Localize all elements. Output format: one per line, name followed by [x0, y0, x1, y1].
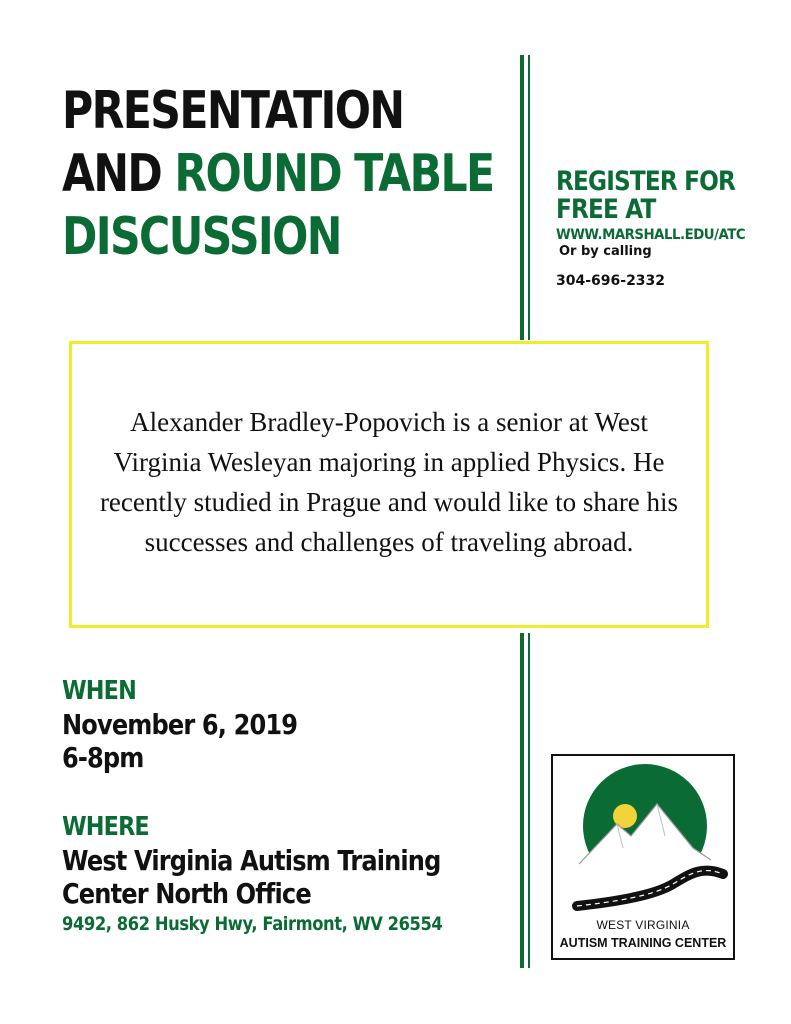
where-section — [62, 812, 504, 936]
headline-line1: PRESENTATION — [62, 81, 404, 141]
when-date: November 6, 2019 — [62, 708, 298, 741]
headline-line2-part1: AND — [62, 144, 175, 204]
register-line1: REGISTER FOR — [556, 166, 736, 197]
where-line1: West Virginia Autism Training — [62, 844, 441, 877]
headline-line2-part2: ROUND TABLE — [174, 144, 494, 204]
headline-line3: DISCUSSION — [62, 207, 341, 267]
divider-line-top — [520, 55, 524, 340]
headline — [62, 80, 494, 269]
when-label: WHEN — [62, 676, 136, 706]
register-url[interactable]: WWW.MARSHALL.EDU/ATC — [556, 227, 746, 243]
description-box — [69, 341, 709, 628]
headline-line2 — [62, 143, 494, 206]
where-label: WHERE — [62, 812, 149, 842]
mountain-logo-icon — [553, 756, 733, 916]
register-or-calling: Or by calling — [559, 244, 652, 259]
divider-line-top-thin — [528, 55, 530, 340]
divider-line-bottom — [520, 633, 524, 968]
wv-autism-training-center-logo — [551, 754, 735, 960]
register-phone: 304-696-2332 — [556, 273, 666, 289]
when-time: 6-8pm — [62, 741, 144, 774]
register-block — [556, 168, 786, 290]
description-text: Alexander Bradley-Popovich is a senior at West Virginia Wesleyan majoring in applied Physics. He recently studied in Prague and would like to share his successes and challenges of traveling abroad. — [99, 406, 679, 557]
divider-line-bottom-thin — [528, 633, 530, 968]
where-line2: Center North Office — [62, 877, 311, 910]
register-line2: FREE AT — [556, 194, 656, 225]
when-section — [62, 676, 335, 774]
logo-text-line2: AUTISM TRAINING CENTER — [559, 936, 727, 950]
where-address: 9492, 862 Husky Hwy, Fairmont, WV 26554 — [62, 913, 443, 935]
logo-text-line1: WEST VIRGINIA — [596, 918, 690, 932]
